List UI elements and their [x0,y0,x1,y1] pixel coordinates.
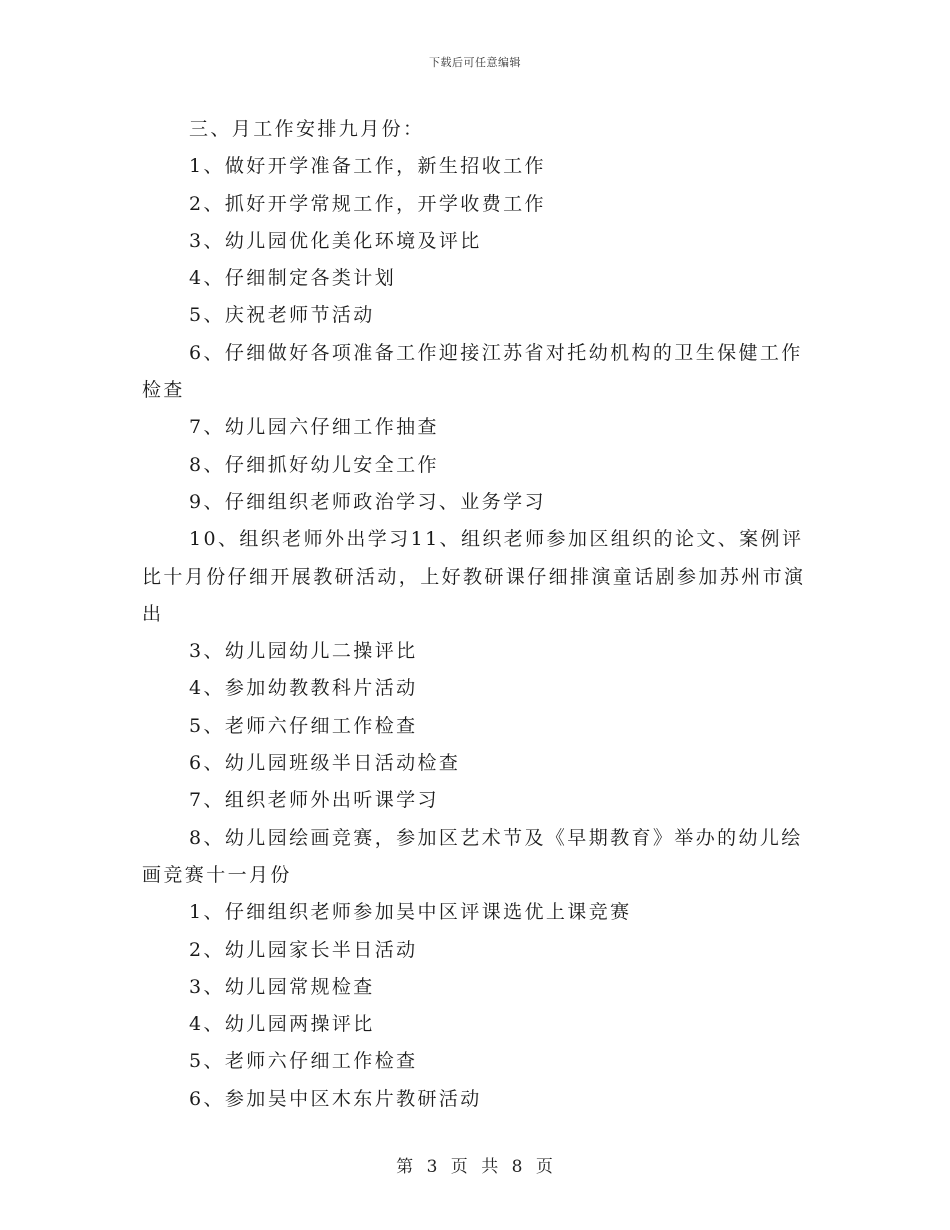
paragraph: 5、老师六仔细工作检查 [189,714,418,737]
document-body [142,111,810,1118]
paragraph: 6、仔细做好各项准备工作迎接江苏省对托幼机构的卫生保健工作检查 [142,341,803,402]
paragraph: 9、仔细组织老师政治学习、业务学习 [189,490,546,513]
paragraph: 8、幼儿园绘画竞赛，参加区艺术节及《早期教育》举办的幼儿绘画竞赛十一月份 [142,826,803,886]
paragraph: 2、幼儿园家长半日活动 [189,938,418,961]
paragraph: 3、幼儿园幼儿二操评比 [189,640,418,663]
paragraph: 5、老师六仔细工作检查 [189,1050,418,1073]
paragraph: 1、做好开学准备工作，新生招收工作 [189,155,546,178]
paragraph: 1、仔细组织老师参加吴中区评课选优上课竞赛 [189,901,632,924]
paragraph: 5、庆祝老师节活动 [189,304,375,327]
paragraph: 3、幼儿园常规检查 [189,975,375,998]
paragraph: 6、幼儿园班级半日活动检查 [189,752,461,775]
paragraph: 4、幼儿园两操评比 [189,1013,375,1036]
paragraph: 7、幼儿园六仔细工作抽查 [189,416,439,439]
paragraph: 4、仔细制定各类计划 [189,267,397,290]
paragraph-section-heading: 三、月工作安排九月份： [189,118,425,140]
paragraph: 10、组织老师外出学习11、组织老师参加区组织的论文、案例评比十月份仔细开展教研活动，上好教研课仔细排演童话剧参加苏州市演出 [142,528,806,625]
paragraph: 4、参加幼教教科片活动 [189,677,418,700]
paragraph: 7、组织老师外出听课学习 [189,789,439,812]
paragraph: 8、仔细抓好幼儿安全工作 [189,453,439,476]
paragraph: 6、参加吴中区木东片教研活动 [189,1087,482,1110]
paragraph: 3、幼儿园优化美化环境及评比 [189,229,482,252]
page-header-note: 下载后可任意编辑 [429,56,521,69]
page-number-footer: 第 3 页 共 8 页 [396,1157,554,1177]
paragraph: 2、抓好开学常规工作，开学收费工作 [189,192,546,215]
